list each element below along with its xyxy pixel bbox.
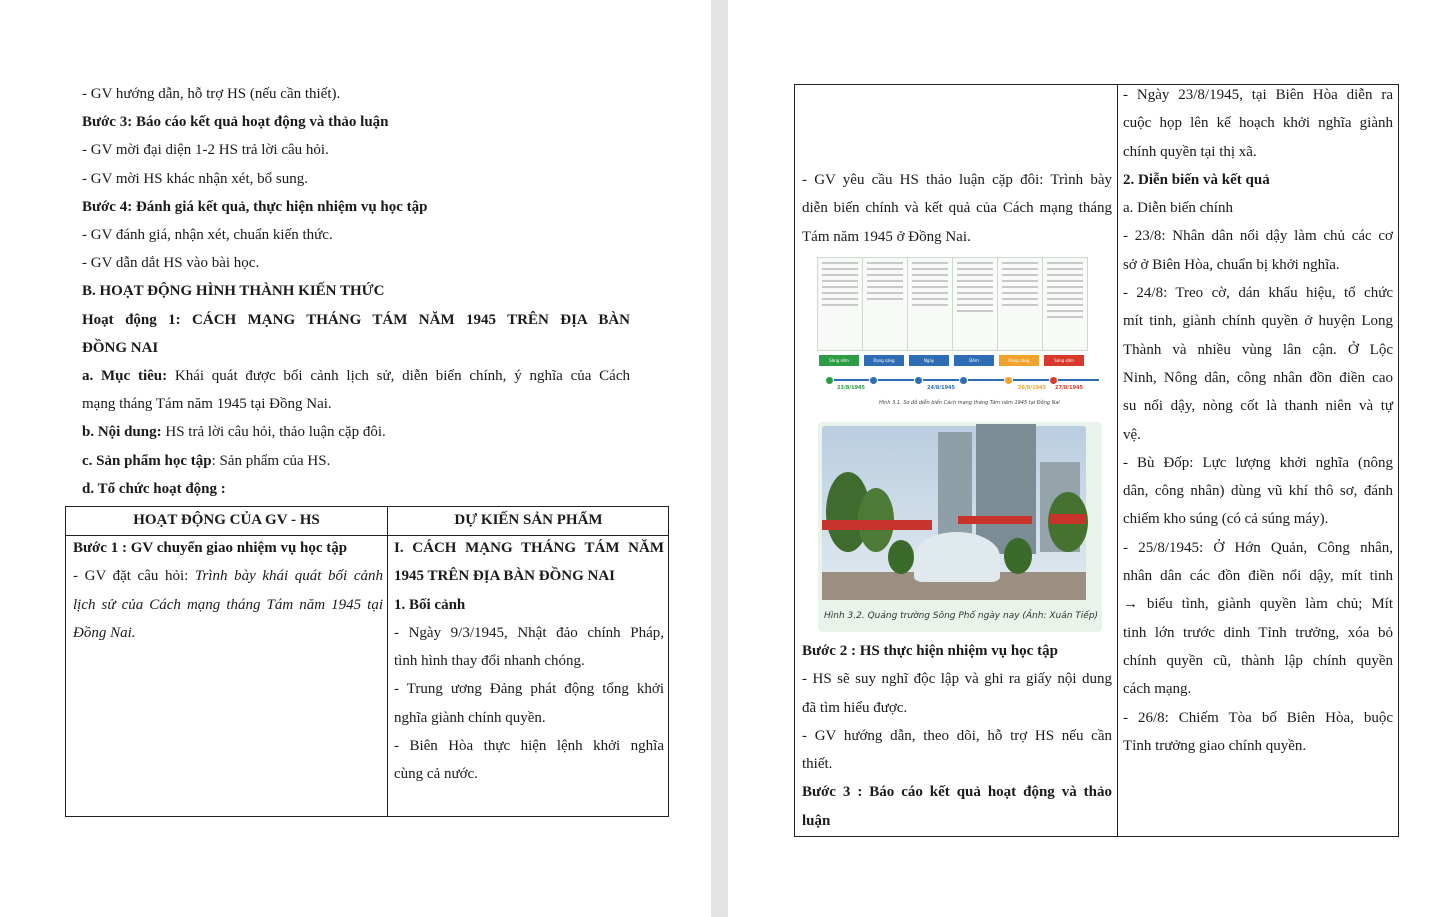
- activity-title-cont: ĐỒNG NAI: [82, 339, 159, 356]
- timeline-date: 27/8/1945: [1055, 385, 1084, 391]
- product-line: nhân dân các đồn điền nổi dậy, mít tinh: [1123, 568, 1393, 585]
- activity-table: [65, 506, 669, 817]
- product-line: - 23/8: Nhân dân nổi dậy làm chủ các cơ: [1123, 228, 1393, 245]
- content-text: HS trả lời câu hỏi, thảo luận cặp đôi.: [161, 424, 386, 441]
- timeline-date: 24/8/1945: [927, 385, 956, 391]
- timeline-tag: Rạng sáng: [999, 355, 1039, 366]
- timeline-tag: Sáng sớm: [819, 355, 859, 366]
- timeline-tag: Đêm: [954, 355, 994, 366]
- activity-table-continued: [794, 84, 1399, 837]
- step-line: thiết.: [802, 756, 833, 773]
- product-line: - Biên Hòa thực hiện lệnh khởi nghĩa: [394, 738, 664, 755]
- text-line: - GV mời HS khác nhận xét, bổ sung.: [82, 170, 308, 187]
- product-line: [82, 447, 630, 475]
- product-line: cách mạng.: [1123, 681, 1192, 698]
- content-label: b. Nội dung:: [82, 424, 162, 441]
- product-line: dân, công nhân) dùng vũ khí thô sơ, đánh: [1123, 483, 1393, 500]
- table-cell-activity: [802, 166, 1112, 251]
- product-line: a. Diễn biến chính: [1123, 200, 1233, 217]
- step-heading: Bước 2 : HS thực hiện nhiệm vụ học tập: [802, 643, 1058, 659]
- product-line: su nổi dậy, nòng cốt là thanh niên và tự: [1123, 398, 1393, 415]
- photo-figure: [818, 422, 1102, 632]
- product-line: tinh lớn trước dinh Tỉnh trưởng, xóa bỏ: [1123, 624, 1393, 641]
- product-label: c. Sản phẩm học tập: [82, 452, 212, 469]
- product-line: chính quyền cũ, thành lập chính quyền: [1123, 652, 1393, 669]
- photo-building: [976, 424, 1036, 554]
- step-heading: Bước 1 : GV chuyển giao nhiệm vụ học tập: [73, 540, 348, 556]
- document-page-left: [0, 0, 711, 917]
- product-line: cùng cả nước.: [394, 766, 478, 783]
- timeline-tag: Ngày: [909, 355, 949, 366]
- objective-line-cont: mạng tháng Tám năm 1945 tại Đồng Nai.: [82, 396, 332, 413]
- step-line: đã tìm hiểu được.: [802, 699, 908, 716]
- organize-label: d. Tổ chức hoạt động :: [82, 480, 226, 497]
- photo-shrub: [1004, 538, 1032, 574]
- product-line: - Ngày 9/3/1945, Nhật đảo chính Pháp,: [394, 624, 664, 641]
- timeline-tag: Sáng sớm: [1044, 355, 1084, 366]
- timeline-dot: [825, 376, 834, 385]
- table-cell-activity: [73, 534, 383, 647]
- product-subheading: 1. Bối cảnh: [394, 596, 466, 613]
- photo-shrub: [888, 540, 914, 574]
- objective-label: a. Mục tiêu:: [82, 368, 168, 385]
- timeline-text-box: [907, 257, 953, 351]
- product-line: - 25/8/1945: Ở Hớn Quản, Công nhân,: [1123, 539, 1393, 556]
- product-line: tình hình thay đổi nhanh chóng.: [394, 653, 585, 670]
- product-text: : Sản phẩm của HS.: [211, 452, 331, 469]
- photo-banner: [1050, 514, 1086, 524]
- document-page-right: [728, 0, 1437, 917]
- timeline-figure: [817, 255, 1107, 413]
- product-line: → biểu tình, giành quyền làm chủ; Mít: [1123, 596, 1393, 613]
- timeline-dot: [914, 376, 923, 385]
- text-line: - GV đánh giá, nhận xét, chuẩn kiến thức.: [82, 227, 333, 244]
- page-gap: [711, 0, 728, 917]
- timeline-dot: [869, 376, 878, 385]
- task-line: diễn biến chính và kết quả của Cách mạng tháng: [802, 200, 1112, 217]
- figure-caption: Hình 3.1. Sơ đồ diễn biến Cách mạng tháng Tám năm 1945 tại Đồng Nai: [879, 400, 1060, 406]
- product-line: - 26/8: Chiếm Tòa bố Biên Hòa, buộc: [1123, 709, 1393, 726]
- product-line: Tỉnh trưởng giao chính quyền.: [1123, 737, 1307, 754]
- objective-text: Khái quát được bối cảnh lịch sử, diễn biến chính, ý nghĩa của Cách: [167, 368, 630, 385]
- content-line: [82, 418, 630, 446]
- photo-banner: [822, 520, 932, 530]
- text-line: - GV mời đại diện 1-2 HS trả lời câu hỏi.: [82, 142, 329, 159]
- timeline-tag: Rạng sáng: [864, 355, 904, 366]
- timeline-text-box: [1042, 257, 1088, 351]
- product-line: nghĩa giành chính quyền.: [394, 709, 546, 726]
- product-line: sở ở Biên Hòa, chuẩn bị khởi nghĩa.: [1123, 256, 1340, 273]
- product-line: - Bù Đốp: Lực lượng khởi nghĩa (nông: [1123, 454, 1393, 471]
- table-cell-product: [1123, 81, 1393, 760]
- question-line: Đồng Nai.: [73, 624, 136, 641]
- step-heading: Bước 3: Báo cáo kết quả hoạt động và thảo luận: [82, 114, 389, 131]
- product-line: - 24/8: Treo cờ, dán khẩu hiệu, tổ chức: [1123, 285, 1393, 302]
- product-line: vệ.: [1123, 426, 1141, 443]
- table-header-activities: HOẠT ĐỘNG CỦA GV - HS: [133, 512, 320, 528]
- section-heading: B. HOẠT ĐỘNG HÌNH THÀNH KIẾN THỨC: [82, 283, 385, 300]
- table-header-products: DỰ KIẾN SẢN PHẨM: [454, 512, 603, 528]
- text-line: - GV hướng dẫn, hỗ trợ HS (nếu cần thiết).: [82, 86, 341, 102]
- timeline-text-box: [997, 257, 1043, 351]
- question-prefix: - GV đặt câu hỏi:: [73, 568, 195, 585]
- question-text: Trình bày khái quát bối cảnh: [194, 568, 383, 585]
- photo-banner: [958, 516, 1032, 524]
- product-line: mít tinh, giành chính quyền ở huyện Long: [1123, 313, 1393, 330]
- objective-line: [82, 362, 630, 390]
- text-line: - GV dẫn dắt HS vào bài học.: [82, 255, 260, 272]
- table-cell-activity-steps: [802, 637, 1112, 835]
- step-heading-cont: luận: [802, 812, 831, 829]
- step-heading: Bước 3 : Báo cáo kết quả hoạt động và thảo: [802, 784, 1112, 801]
- figure-caption: Hình 3.2. Quảng trường Sông Phố ngày nay (Ảnh: Xuân Tiếp): [824, 611, 1099, 621]
- product-title: I. CÁCH MẠNG THÁNG TÁM NĂM: [394, 540, 664, 556]
- product-line: - Trung ương Đảng phát động tổng khởi: [394, 681, 664, 698]
- product-line: Thành và nhiều vùng lân cận. Ở Lộc: [1123, 341, 1393, 358]
- left-text-block: [82, 80, 630, 503]
- table-cell-product: [394, 534, 664, 789]
- step-line: - GV hướng dẫn, theo dõi, hỗ trợ HS nếu cần: [802, 727, 1112, 744]
- activity-title: Hoạt động 1: CÁCH MẠNG THÁNG TÁM NĂM 1945 TRÊN ĐỊA BÀN: [82, 311, 630, 328]
- task-line: Tám năm 1945 ở Đồng Nai.: [802, 228, 971, 245]
- product-line: chiếm kho súng (có cả súng máy).: [1123, 511, 1329, 528]
- task-line: - GV yêu cầu HS thảo luận cặp đôi: Trình bày: [802, 172, 1112, 188]
- product-line: Ninh, Nông dân, công nhân đồn điền cao: [1123, 369, 1393, 386]
- timeline-dot: [1004, 376, 1013, 385]
- question-line: lịch sử của Cách mạng tháng Tám năm 1945 tại: [73, 596, 383, 613]
- timeline-dot: [1049, 376, 1058, 385]
- product-line: - Ngày 23/8/1945, tại Biên Hòa diễn ra: [1123, 87, 1393, 103]
- photo-fountain: [914, 532, 1000, 582]
- product-line: cuộc họp lên kế hoạch khởi nghĩa giành: [1123, 115, 1393, 132]
- timeline-date: 26/8/1945: [1018, 385, 1047, 391]
- timeline-text-box: [862, 257, 908, 351]
- product-subheading: 2. Diễn biến và kết quả: [1123, 171, 1270, 188]
- step-line: - HS sẽ suy nghĩ độc lập và ghi ra giấy nội dung: [802, 671, 1112, 688]
- timeline-text-box: [817, 257, 863, 351]
- question-line: [73, 562, 383, 590]
- step-heading: Bước 4: Đánh giá kết quả, thực hiện nhiệm vụ học tập: [82, 198, 428, 215]
- timeline-date: 23/8/1945: [837, 385, 866, 391]
- product-title-cont: 1945 TRÊN ĐỊA BÀN ĐỒNG NAI: [394, 568, 616, 585]
- product-line: chính quyền tại thị xã.: [1123, 143, 1257, 160]
- timeline-text-box: [952, 257, 998, 351]
- timeline-dot: [959, 376, 968, 385]
